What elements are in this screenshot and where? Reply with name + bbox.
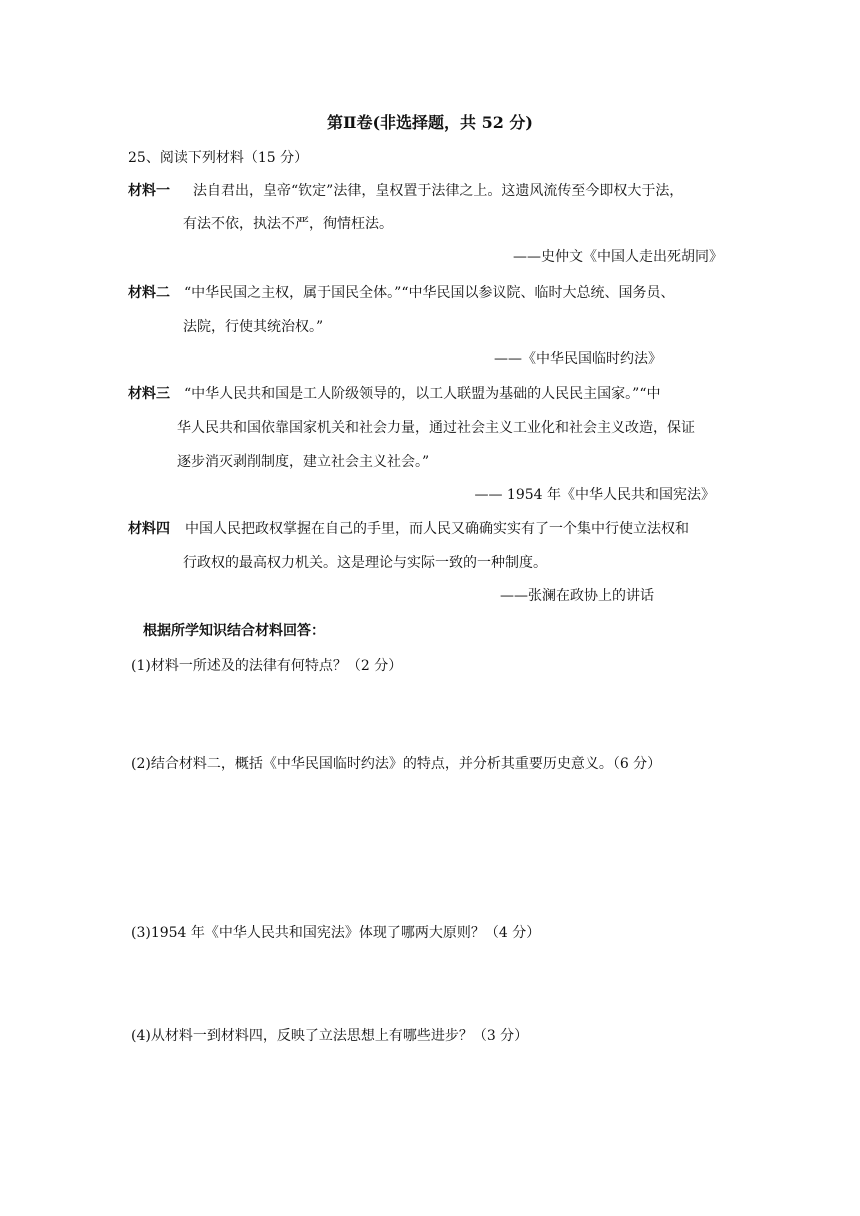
material-4-source: ——张澜在政协上的讲话 — [500, 588, 654, 604]
material-1-label: 材料一 — [128, 183, 170, 199]
material-3-line-1: “中华人民共和国是工人阶级领导的，以工人联盟为基础的人民民主国家。”“中 — [184, 386, 661, 402]
material-4-line-1: 中国人民把政权掌握在自己的手里，而人民又确确实实有了一个集中行使立法权和 — [185, 521, 689, 537]
material-4-label: 材料四 — [128, 521, 170, 537]
material-2-source: ——《中华民国临时约法》 — [494, 351, 662, 367]
material-3-line-2: 华人民共和国依靠国家机关和社会力量，通过社会主义工业化和社会主义改造，保证 — [177, 420, 695, 436]
section-title: 第Ⅱ卷(非选择题，共 52 分) — [326, 113, 534, 132]
material-3-source: —— 1954 年《中华人民共和国宪法》 — [474, 487, 715, 503]
subquestion-2: (2)结合材料二，概括《中华民国临时约法》的特点，并分析其重要历史意义。（6 分） — [131, 756, 662, 772]
material-1-source: ——史仲文《中国人走出死胡同》 — [513, 249, 723, 265]
material-2-line-1: “中华民国之主权，属于国民全体。”“中华民国以参议院、临时大总统、国务员、 — [184, 285, 675, 301]
subquestion-4: (4)从材料一到材料四，反映了立法思想上有哪些进步？（3 分） — [131, 1028, 529, 1044]
material-3-line-3: 逐步消灭剥削制度，建立社会主义社会。” — [177, 454, 430, 470]
subquestion-3: (3)1954 年《中华人民共和国宪法》体现了哪两大原则？（4 分） — [131, 925, 541, 941]
material-1-line-1: 法自君出，皇帝“钦定”法律，皇权置于法律之上。这遗风流传至今即权大于法， — [193, 183, 684, 199]
question-heading: 25、阅读下列材料（15 分） — [128, 150, 309, 166]
material-3-label: 材料三 — [128, 386, 170, 402]
subquestion-1: (1)材料一所述及的法律有何特点？（2 分） — [131, 658, 403, 674]
instruction: 根据所学知识结合材料回答： — [143, 623, 325, 639]
material-1-line-2: 有法不依，执法不严，徇情枉法。 — [183, 216, 393, 232]
material-4-line-2: 行政权的最高权力机关。这是理论与实际一致的一种制度。 — [183, 555, 547, 571]
material-2-label: 材料二 — [128, 285, 170, 301]
material-2-line-2: 法院，行使其统治权。” — [183, 319, 324, 335]
